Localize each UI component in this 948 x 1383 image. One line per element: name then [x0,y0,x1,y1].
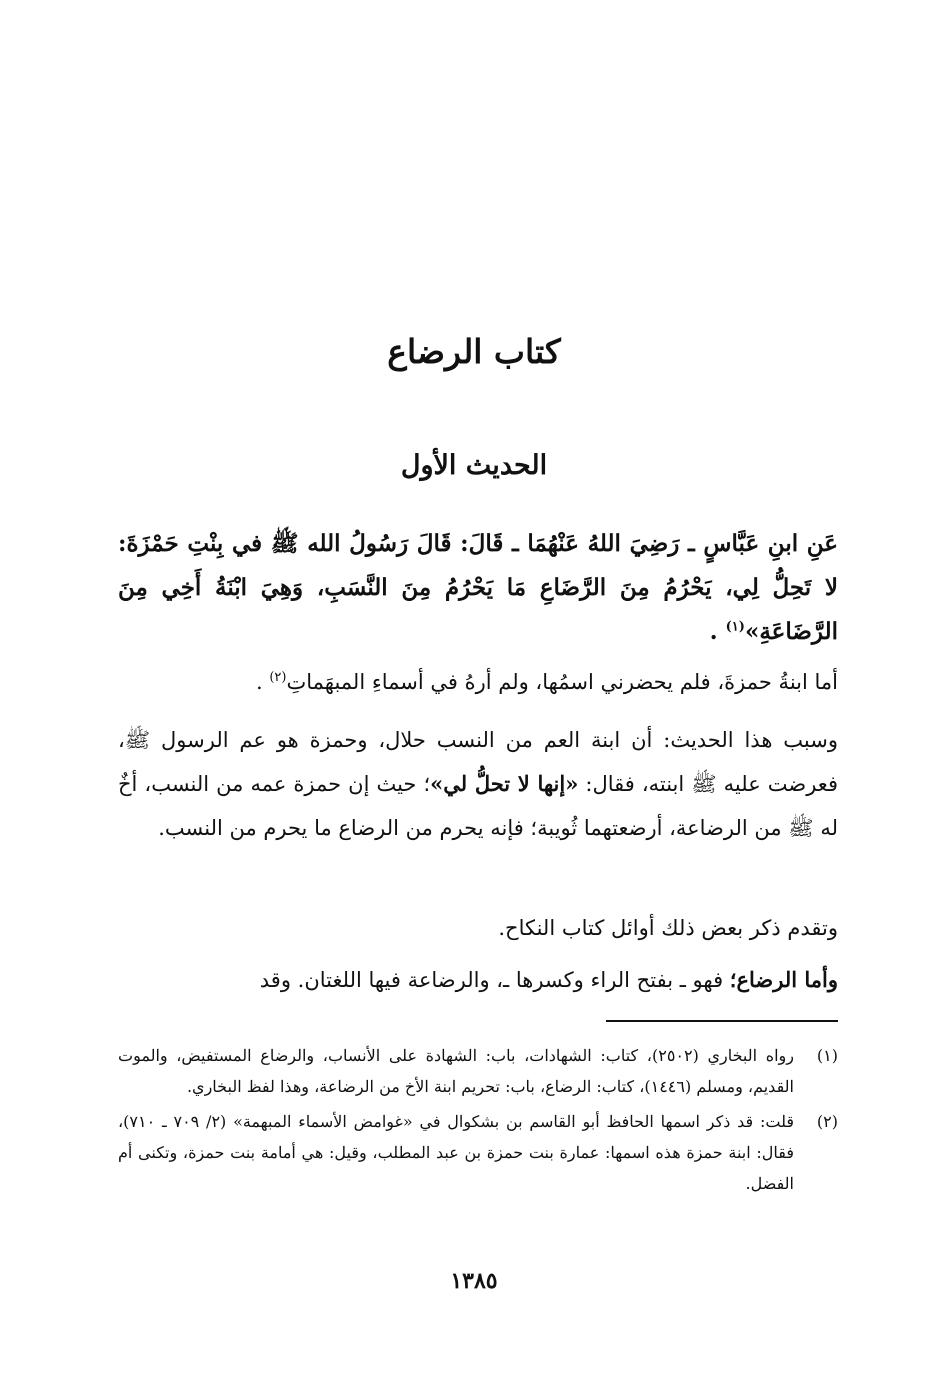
paragraph-text: فهو ـ بفتح الراء وكسرها ـ، والرضاعة فيها اللغتان. وقد [259,968,730,992]
footnote-text: قلت: قد ذكر اسمها الحافظ أبو القاسم بن بشكوال في «غوامض الأسماء المبهمة» (٢/ ٧٠٩ ـ ٧١٠)، فقال: ابنة حمزة هذه اسمها: عمارة بنت حمزة بن عبد المطلب، وقيل: هي أمامة بنت حمزة، وتكنى أم الفضل. [118,1112,795,1193]
footnote-ref-1[interactable]: (١) [725,619,745,635]
prophet-quote: «إنها لا تحلُّ لي» [430,771,579,796]
hadith-body: عَنِ ابنِ عَبَّاسٍ ـ رَضِيَ اللهُ عَنْهُمَا ـ قَالَ: قَالَ رَسُولُ الله ﷺ في بِنْتِ حَمْزَةَ: لا تَحِلُّ لِي، يَحْرُمُ مِنَ الرَّضَاعِ مَا يَحْرُمُ مِنَ النَّسَبِ، وَهِيَ ابْنَةُ أَخِي مِنَ الرَّضَاعَةِ» [118,530,838,645]
footnote-text: رواه البخاري (٢٥٠٢)، كتاب: الشهادات، باب: الشهادة على الأنساب، والرضاع المستفيض، والموت القديم، ومسلم (١٤٤٦)، كتاب: الرضاع، باب: تحريم ابنة الأخ من الرضاعة، وهذا لفظ البخاري. [118,1046,795,1096]
paragraph-definition [118,958,838,1002]
paragraph-hadith-reason [118,718,838,850]
paragraph-text: وسبب هذا الحديث: أن ابنة العم من النسب حلال، وحمزة هو عم الرسول ﷺ، فعرضت عليه ﷺ ابنته، فقال: [118,728,838,796]
footnotes [118,1040,838,1203]
footnote-number: (٢) [816,1112,838,1131]
paragraph-text-end: ؛ حيث إن حمزة عمه من النسب، أخٌ له ﷺ من الرضاعة، أرضعتهما ثُويبة؛ فإنه يحرم من الرضاع ما يحرم من النسب. [118,772,838,840]
footnote-2 [118,1106,838,1199]
paragraph-daughter-name [118,660,838,704]
hadith-end: . [709,618,726,645]
paragraph-text: وتقدم ذكر بعض ذلك أوائل كتاب النكاح. [498,916,838,940]
footnote-separator [606,1020,838,1022]
hadith-text [118,522,838,654]
footnote-ref-2[interactable]: (٢) [269,670,287,685]
page-number: ١٣٨٥ [450,1268,498,1294]
book-title: كتاب الرضاع [387,332,561,371]
hadith-heading: الحديث الأول [400,450,548,481]
paragraph-cross-reference [118,906,838,950]
paragraph-text: أما ابنةُ حمزةَ، فلم يحضرني اسمُها، ولم أرهُ في أسماءِ المبهَماتِ [286,670,838,694]
paragraph-end: . [255,670,270,694]
footnote-number: (١) [816,1046,838,1065]
paragraph-lead: وأما الرضاع؛ [729,967,838,992]
footnote-1 [118,1040,838,1102]
